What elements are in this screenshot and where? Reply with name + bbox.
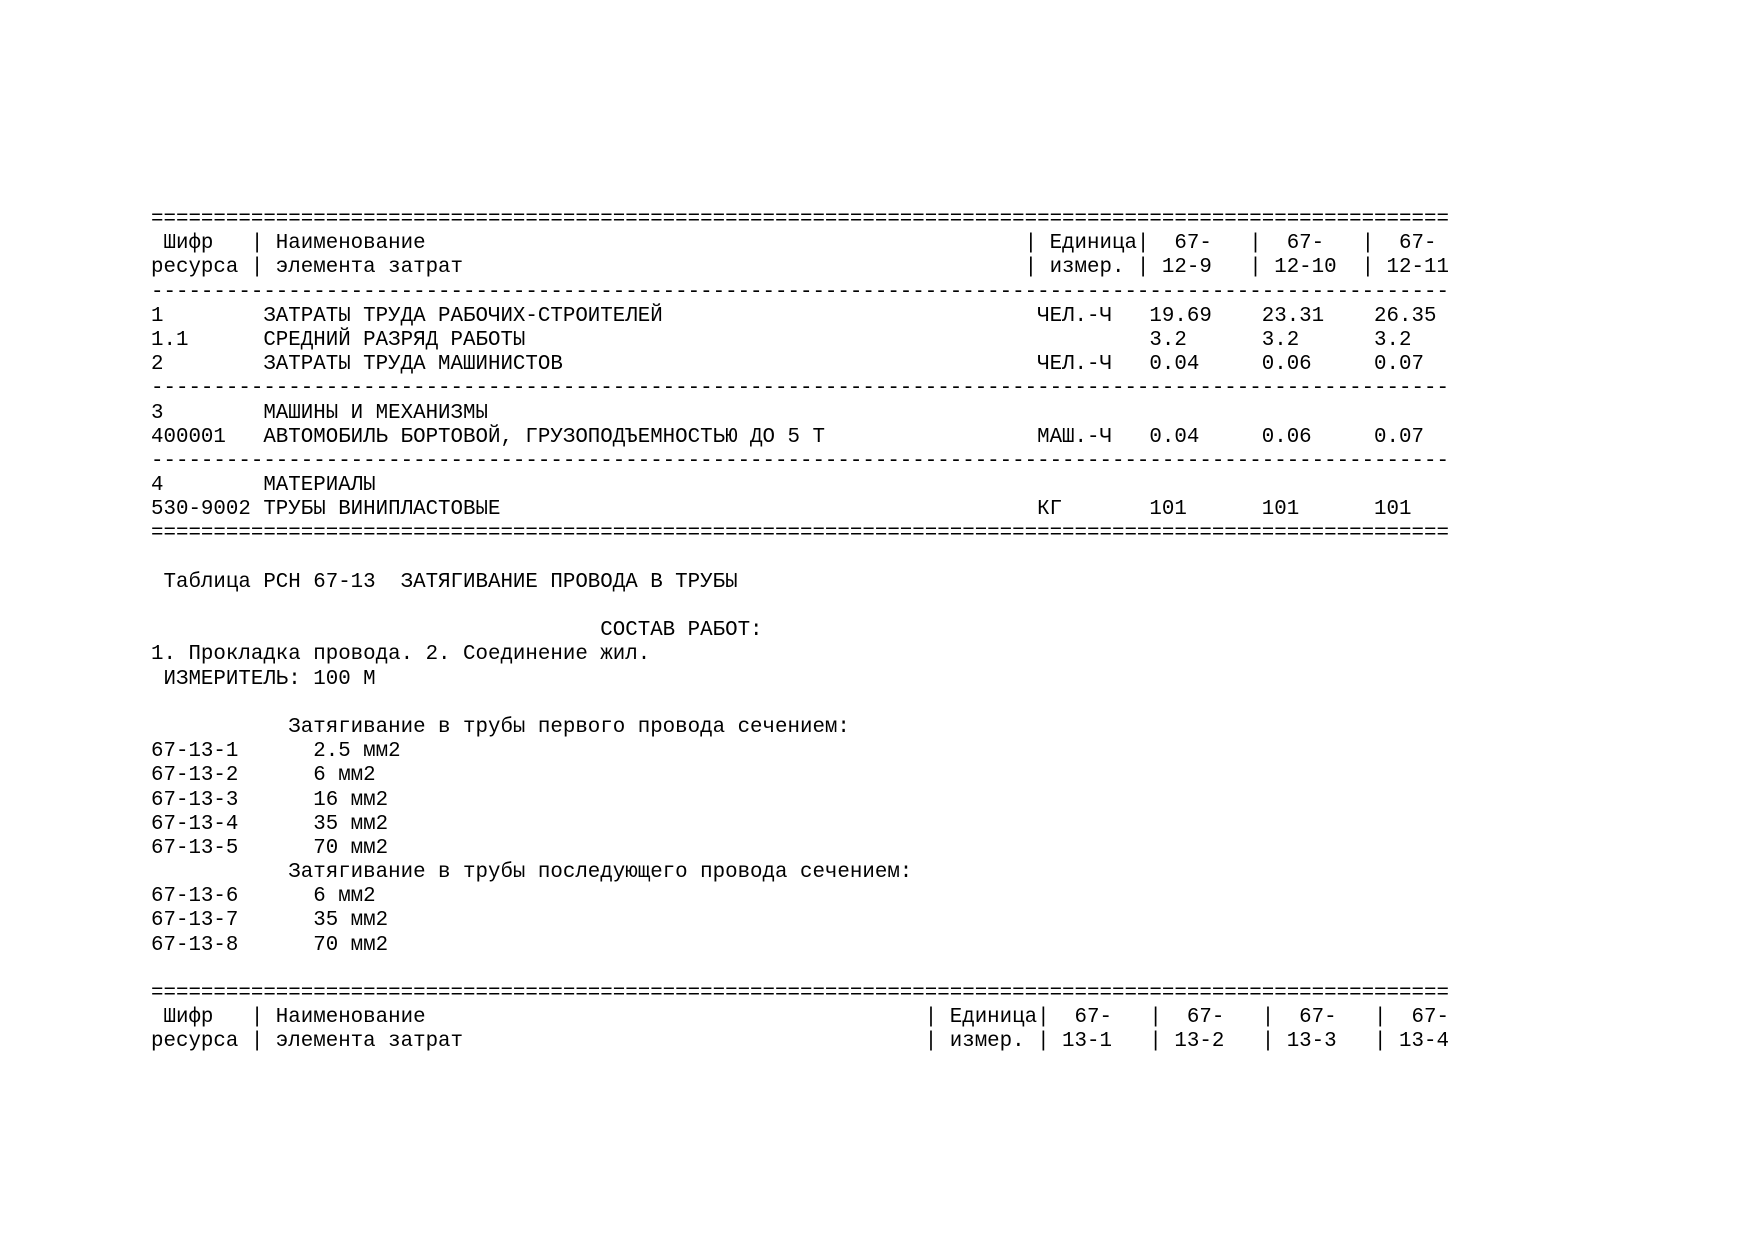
document-line	[151, 692, 1449, 716]
document-line: ресурса | элемента затрат | измер. | 13-1 | 13-2 | 13-3 | 13-4	[151, 1030, 1449, 1054]
document-line: 3 МАШИНЫ И МЕХАНИЗМЫ	[151, 401, 488, 425]
document-line: 1.1 СРЕДНИЙ РАЗРЯД РАБОТЫ 3.2 3.2 3.2	[151, 328, 1412, 352]
document-line: --------------------------------------------------------------------------------------------------------	[151, 449, 1449, 473]
document-line: 67-13-3 16 мм2	[151, 788, 389, 812]
document-line: 4 МАТЕРИАЛЫ	[151, 474, 376, 498]
document-line: 1 ЗАТРАТЫ ТРУДА РАБОЧИХ-СТРОИТЕЛЕЙ ЧЕЛ.-Ч 19.69 23.31 26.35	[151, 304, 1437, 328]
document-page	[151, 208, 1449, 1055]
document-line: Таблица РСН 67-13 ЗАТЯГИВАНИЕ ПРОВОДА В ТРУБЫ	[151, 570, 738, 594]
document-line: Затягивание в трубы первого провода сечением:	[151, 715, 850, 739]
document-line: 67-13-8 70 мм2	[151, 933, 389, 957]
document-line: ИЗМЕРИТЕЛЬ: 100 М	[151, 667, 376, 691]
document-line: 2 ЗАТРАТЫ ТРУДА МАШИНИСТОВ ЧЕЛ.-Ч 0.04 0.06 0.07	[151, 353, 1424, 377]
document-line: 67-13-4 35 мм2	[151, 812, 389, 836]
document-line: 67-13-1 2.5 мм2	[151, 740, 401, 764]
document-line: ========================================================================================================	[151, 522, 1449, 546]
document-line: 530-9002 ТРУБЫ ВИНИПЛАСТОВЫЕ КГ 101 101 101	[151, 498, 1412, 522]
document-line	[151, 958, 1449, 982]
document-line	[151, 595, 1449, 619]
document-line: 67-13-5 70 мм2	[151, 836, 389, 860]
document-line: ========================================================================================================	[151, 208, 1449, 231]
document-line: Шифр | Наименование | Единица| 67- | 67- | 67-	[151, 232, 1437, 256]
document-line: СОСТАВ РАБОТ:	[151, 619, 763, 643]
document-line: 400001 АВТОМОБИЛЬ БОРТОВОЙ, ГРУЗОПОДЪЕМНОСТЬЮ ДО 5 Т МАШ.-Ч 0.04 0.06 0.07	[151, 425, 1424, 449]
document-line	[151, 547, 1449, 571]
document-line: --------------------------------------------------------------------------------------------------------	[151, 280, 1449, 304]
document-line: Шифр | Наименование | Единица| 67- | 67- | 67- | 67-	[151, 1006, 1449, 1030]
document-line: Затягивание в трубы последующего провода сечением:	[151, 861, 913, 885]
document-line: 67-13-2 6 мм2	[151, 764, 376, 788]
document-line: ресурса | элемента затрат | измер. | 12-9 | 12-10 | 12-11	[151, 256, 1449, 280]
document-line: --------------------------------------------------------------------------------------------------------	[151, 377, 1449, 401]
document-line: 1. Прокладка провода. 2. Соединение жил.	[151, 643, 651, 667]
document-line: 67-13-7 35 мм2	[151, 909, 389, 933]
document-line: ========================================================================================================	[151, 982, 1449, 1005]
document-line: 67-13-6 6 мм2	[151, 885, 376, 909]
